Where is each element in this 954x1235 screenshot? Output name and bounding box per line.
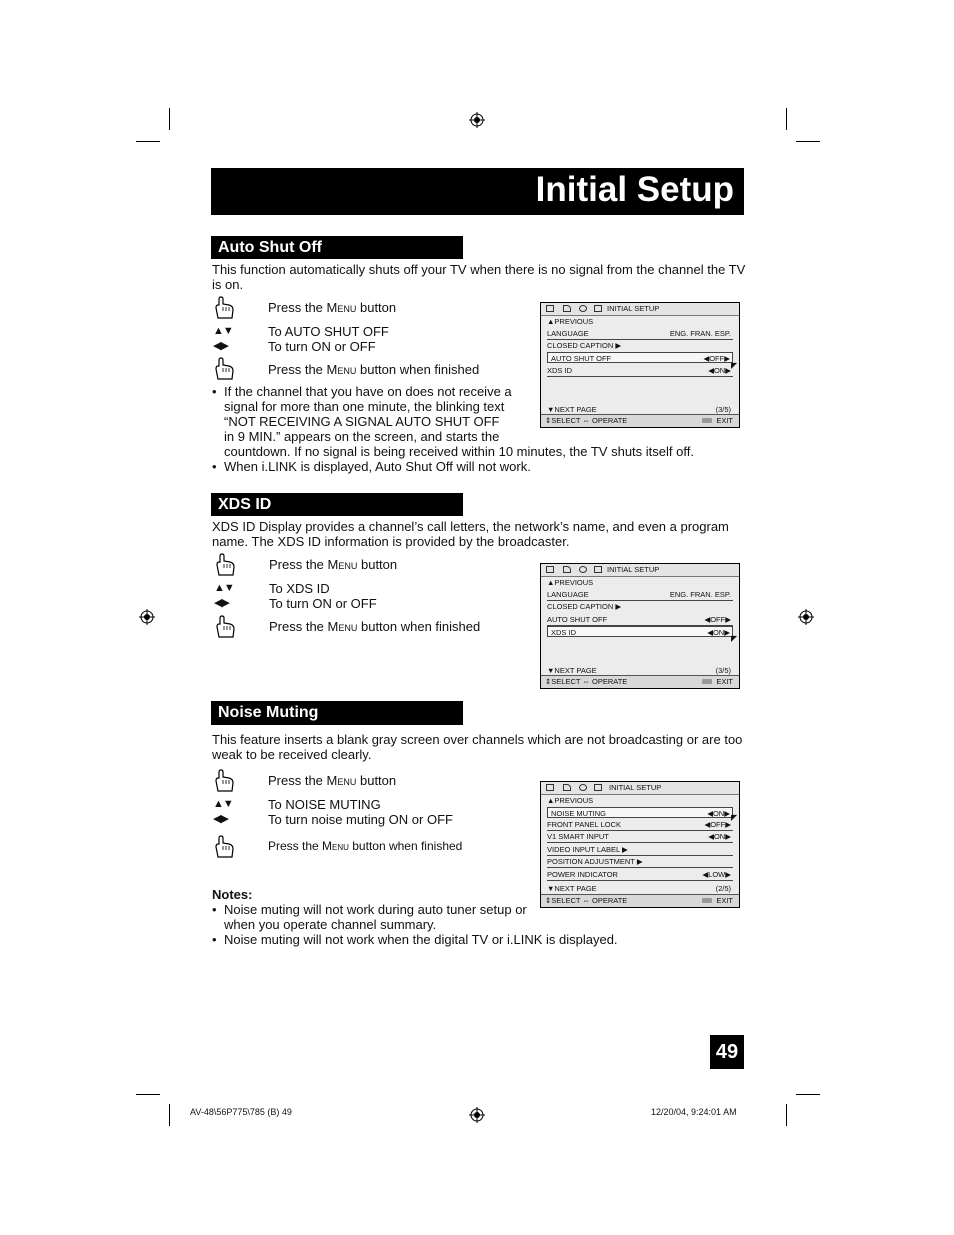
registration-mark-icon: [469, 112, 485, 128]
step-select-item: To XDS ID: [269, 581, 330, 596]
xds-id-intro: XDS ID Display provides a channel’s call letters, the network’s name, and even a program name. The XDS ID information is provided by the broadcaster.: [212, 519, 729, 549]
menu-row-auto-shut-off: AUTO SHUT OFF ◀OFF▶: [547, 352, 733, 363]
step-press-menu-finished: Press the Menu button when finished: [269, 619, 481, 634]
left-right-arrows-icon: ◀▶: [213, 340, 228, 352]
hand-press-icon: [212, 769, 236, 793]
menu-button-icon: [702, 898, 712, 903]
menu-footer: ⇕SELECT ⇔ OPERATE EXIT: [541, 675, 739, 688]
registration-mark-icon: [469, 1107, 485, 1123]
menu-row-front-panel-lock: FRONT PANEL LOCK ◀OFF▶: [547, 820, 731, 829]
list-item: • Noise muting will not work during auto tuner setup or when you operate channel summary.: [212, 902, 752, 932]
hand-press-icon: [212, 835, 236, 859]
step-press-menu: Press the Menu button: [269, 557, 398, 572]
menu-row-language: LANGUAGE ENG. FRAN. ESP.: [547, 329, 731, 338]
menu-header: INITIAL SETUP: [541, 564, 739, 577]
hand-press-icon: [212, 296, 236, 320]
crop-mark: [169, 1104, 170, 1126]
menu-row-position-adjustment: POSITION ADJUSTMENT ▶: [547, 856, 733, 868]
lock-icon: [594, 305, 602, 312]
menu-row-caption: CLOSED CAPTION ▶: [547, 341, 622, 350]
menu-screen-xds-id: [540, 563, 740, 689]
step-select-item: To NOISE MUTING: [268, 797, 381, 812]
tv-icon: [546, 566, 554, 573]
menu-row-xds-id: XDS ID ◀ON▶: [547, 626, 733, 637]
step-press-menu-finished: Press the Menu button when finished: [268, 362, 480, 377]
page-number: 49: [710, 1035, 744, 1069]
menu-header: INITIAL SETUP: [541, 303, 739, 316]
step-toggle: To turn noise muting ON or OFF: [268, 812, 453, 827]
hand-press-icon: [212, 357, 236, 381]
menu-next: ▼NEXT PAGE (3/5): [547, 405, 731, 414]
list-item: • When i.LINK is displayed, Auto Shut Off will not work.: [212, 459, 752, 474]
menu-next: ▼NEXT PAGE (2/5): [547, 884, 731, 893]
menu-screen-noise-muting: [540, 781, 740, 908]
page-title: Initial Setup: [535, 170, 734, 209]
list-item: • If the channel that you have on does not receive a signal for more than one minute, the blinking text “NOT RECEIVING A SIGNAL AUTO SHUT OFF in 9 MIN.” appears on the screen, and starts the countdown. If no signal is being received within 10 minutes, the TV shuts itself off.: [212, 384, 752, 459]
menu-previous: ▲PREVIOUS: [547, 578, 594, 587]
menu-row-noise-muting: NOISE MUTING ◀ON▶: [547, 807, 733, 818]
lock-icon: [594, 784, 602, 791]
menu-row-video-input-label: VIDEO INPUT LABEL ▶: [547, 844, 733, 856]
crop-mark: [786, 1104, 787, 1126]
crop-mark: [169, 108, 170, 130]
menu-header: INITIAL SETUP: [541, 782, 739, 795]
menu-row-caption: CLOSED CAPTION ▶: [547, 602, 622, 611]
menu-row-v1-smart-input: V1 SMART INPUT ◀ON▶: [547, 832, 731, 841]
footer-file-info: AV-48\56P775\785 (B) 49: [190, 1107, 292, 1117]
lock-icon: [594, 566, 602, 573]
menu-next: ▼NEXT PAGE (3/5): [547, 666, 731, 675]
section-heading-xds-id: XDS ID: [211, 493, 463, 516]
crop-mark: [136, 1094, 160, 1095]
section-heading-noise-muting: Noise Muting: [211, 701, 463, 725]
crop-mark: [136, 141, 160, 142]
cursor-icon: ◤: [731, 634, 738, 643]
note-icon: [563, 305, 571, 312]
menu-footer: ⇕SELECT ⇔ OPERATE EXIT: [541, 414, 739, 427]
menu-button-icon: [702, 418, 712, 423]
menu-row-language: LANGUAGE ENG. FRAN. ESP.: [547, 590, 731, 599]
note-icon: [563, 566, 571, 573]
step-toggle: To turn ON or OFF: [269, 596, 377, 611]
notes-heading: Notes:: [212, 887, 253, 902]
note-icon: [563, 784, 571, 791]
section-heading-auto-shut-off: Auto Shut Off: [211, 236, 463, 259]
left-right-arrows-icon: ◀▶: [214, 597, 229, 609]
menu-previous: ▲PREVIOUS: [547, 317, 594, 326]
menu-row-auto-shut-off: AUTO SHUT OFF ◀OFF▶: [547, 615, 731, 624]
crop-mark: [796, 1094, 820, 1095]
page-title-bar: [211, 168, 744, 215]
hand-press-icon: [213, 615, 237, 639]
clock-icon: [579, 784, 587, 791]
tv-icon: [546, 305, 554, 312]
up-down-arrows-icon: ▲▼: [213, 325, 233, 337]
up-down-arrows-icon: ▲▼: [213, 798, 233, 810]
left-right-arrows-icon: ◀▶: [213, 813, 228, 825]
step-press-menu-finished: Press the Menu button when finished: [268, 839, 463, 853]
tv-icon: [546, 784, 554, 791]
step-select-item: To AUTO SHUT OFF: [268, 324, 389, 339]
cursor-icon: ◤: [731, 361, 738, 370]
hand-press-icon: [213, 553, 237, 577]
noise-muting-intro: This feature inserts a blank gray screen over channels which are not broadcasting or are too weak to be received clearly.: [212, 732, 743, 762]
step-toggle: To turn ON or OFF: [268, 339, 376, 354]
registration-mark-icon: [139, 609, 155, 625]
menu-screen-auto-shut-off: [540, 302, 740, 428]
crop-mark: [786, 108, 787, 130]
cursor-icon: ◤: [731, 813, 738, 822]
clock-icon: [579, 566, 587, 573]
menu-button-icon: [702, 679, 712, 684]
footer-timestamp: 12/20/04, 9:24:01 AM: [651, 1107, 737, 1117]
crop-mark: [796, 141, 820, 142]
menu-footer: ⇕SELECT ⇔ OPERATE EXIT: [541, 894, 739, 907]
menu-row-power-indicator: POWER INDICATOR ◀LOW▶: [547, 870, 731, 879]
step-press-menu: Press the Menu button: [268, 300, 397, 315]
menu-previous: ▲PREVIOUS: [547, 796, 594, 805]
step-press-menu: Press the Menu button: [268, 773, 397, 788]
up-down-arrows-icon: ▲▼: [214, 582, 234, 594]
clock-icon: [579, 305, 587, 312]
auto-shut-off-intro: This function automatically shuts off your TV when there is no signal from the channel the TV is on.: [212, 262, 746, 292]
registration-mark-icon: [798, 609, 814, 625]
menu-row-xds-id: XDS ID ◀ON▶: [547, 366, 731, 375]
list-item: • Noise muting will not work when the digital TV or i.LINK is displayed.: [212, 932, 752, 947]
